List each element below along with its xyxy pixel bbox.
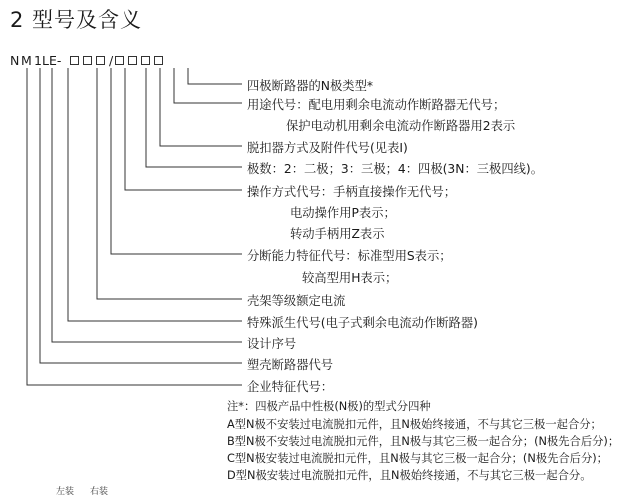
note-type-c: C型N极安装过电流脱扣元件，且N极与其它三极一起合分；(N极先合后分)； [227, 452, 608, 465]
label-frame-current: 壳架等级额定电流 [247, 294, 346, 308]
label-npole-type: 四极断路器的N极类型* [247, 79, 374, 93]
code-char-n: N [10, 52, 20, 68]
footer-right-mount: 右装 [90, 487, 109, 497]
code-char-1: 1 [34, 52, 42, 68]
connector-line-breaking [111, 68, 242, 254]
connector-line-npole [188, 68, 242, 84]
label-enterprise-code: 企业特征代号： [247, 380, 334, 394]
label-operation-rotary: 转动手柄用Z表示 [290, 227, 385, 241]
note-type-d: D型N极安装过电流脱扣元件，且N极始终接通，不与其它三极一起合分。 [227, 469, 592, 482]
footer-left-mount: 左装 [56, 487, 75, 497]
code-char-le: LE- [42, 52, 62, 68]
code-char-m: M [21, 52, 32, 68]
section-title: 2 型号及含义 [10, 8, 143, 32]
note-type-b: B型N极不安装过电流脱扣元件，且N极与其它三极一起合分；(N极先合后分)； [227, 435, 620, 448]
connector-line-operation [125, 68, 242, 190]
label-poles: 极数：2：二极；3：三极；4：四极(3N：三极四线)。 [247, 162, 544, 176]
label-usage-code: 用途代号：配电用剩余电流动作断路器无代号； [247, 98, 506, 112]
label-operation-motor: 电动操作用P表示； [290, 206, 396, 220]
connector-line-trip [160, 68, 242, 146]
label-special-derivative: 特殊派生代号(电子式剩余电流动作断路器) [247, 316, 478, 330]
label-trip-accessory: 脱扣器方式及附件代号(见表I) [247, 141, 408, 155]
connector-line-design [52, 68, 242, 342]
note-type-a: A型N极不安装过电流脱扣元件，且N极始终接通，不与其它三极一起合分； [227, 418, 602, 431]
note-heading: 注*：四极产品中性极(N极)的型式分四种 [227, 400, 431, 413]
label-breaking-high: 较高型用H表示； [302, 271, 398, 285]
label-operation: 操作方式代号：手柄直接操作无代号； [247, 185, 457, 199]
connector-line-mccb [40, 68, 242, 363]
label-mccb-code: 塑壳断路器代号 [247, 358, 334, 372]
label-breaking-capacity: 分断能力特征代号：标准型用S表示； [247, 249, 452, 263]
connector-line-enterprise [27, 68, 242, 385]
connector-line-usage [174, 68, 242, 103]
connector-line-special [68, 68, 242, 321]
label-design-number: 设计序号 [247, 337, 297, 351]
label-usage-motor: 保护电动机用剩余电流动作断路器用2表示 [286, 119, 516, 133]
code-slash: / [109, 52, 114, 68]
